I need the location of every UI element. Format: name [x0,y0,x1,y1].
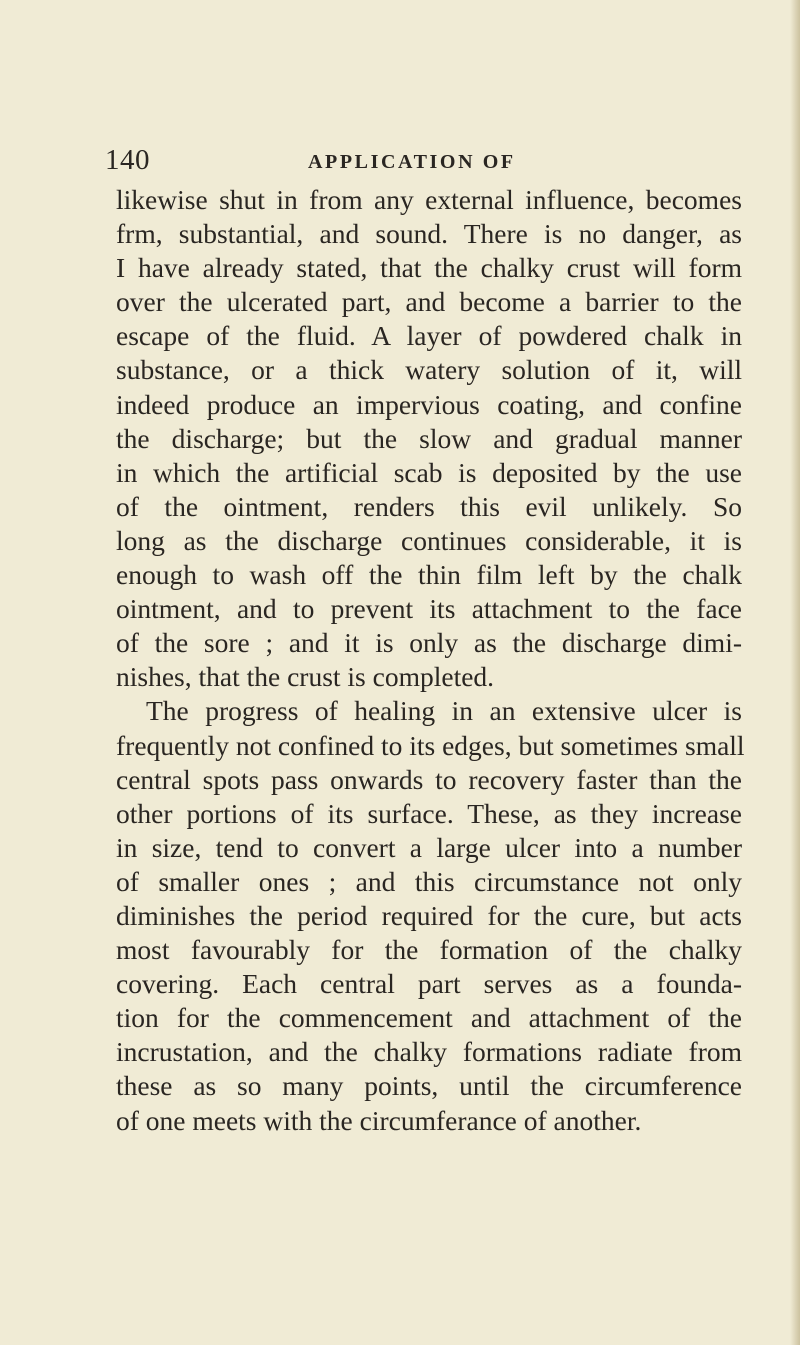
text-line: these as so many points, until the circumference [116,1070,742,1102]
text-line: of the sore ; and it is only as the discharge dimi- [116,627,742,659]
page-edge-shadow [790,0,800,1345]
text-line: enough to wash off the thin film left by the chalk [116,559,742,591]
text-line: frequently not confined to its edges, but sometimes small [116,729,745,761]
text-line: other portions of its surface. These, as they increase [116,797,742,829]
text-line: indeed produce an impervious coating, and confine [116,388,742,420]
paragraph-end-line: of one meets with the circumferance of another. [116,1104,642,1136]
text-line: diminishes the period required for the cure, but acts [116,899,742,931]
text-line: most favourably for the formation of the chalky [116,934,742,966]
text-line: ointment, and to prevent its attachment to the face [116,593,742,625]
running-title: APPLICATION OF [308,151,516,173]
text-line: the discharge; but the slow and gradual manner [116,422,742,454]
text-line: of smaller ones ; and this circumstance not only [116,865,742,897]
paragraph-start-line: The progress of healing in an extensive ulcer is [146,695,742,727]
text-line: substance, or a thick watery solution of it, will [116,354,742,386]
body-text [116,183,745,1138]
text-line: central spots pass onwards to recovery faster than the [116,763,742,795]
paragraph-end-line: nishes, that the crust is completed. [116,661,495,693]
text-line: over the ulcerated part, and become a barrier to the [116,286,742,318]
text-line: I have already stated, that the chalky crust will form [116,252,742,284]
text-line: escape of the fluid. A layer of powdered chalk in [116,320,742,352]
text-line: likewise shut in from any external influence, becomes [116,184,742,215]
text-line: incrustation, and the chalky formations radiate from [116,1036,742,1068]
text-line: long as the discharge continues considerable, it is [116,524,742,556]
page-number: 140 [105,144,150,176]
text-line: tion for the commencement and attachment of the [116,1002,742,1034]
text-line: frm, substantial, and sound. There is no danger, as [116,218,742,250]
text-line: of the ointment, renders this evil unlikely. So [116,490,742,522]
text-line: in which the artificial scab is deposited by the use [116,456,742,488]
text-line: covering. Each central part serves as a founda- [116,968,742,1000]
text-line: in size, tend to convert a large ulcer into a number [116,831,742,863]
